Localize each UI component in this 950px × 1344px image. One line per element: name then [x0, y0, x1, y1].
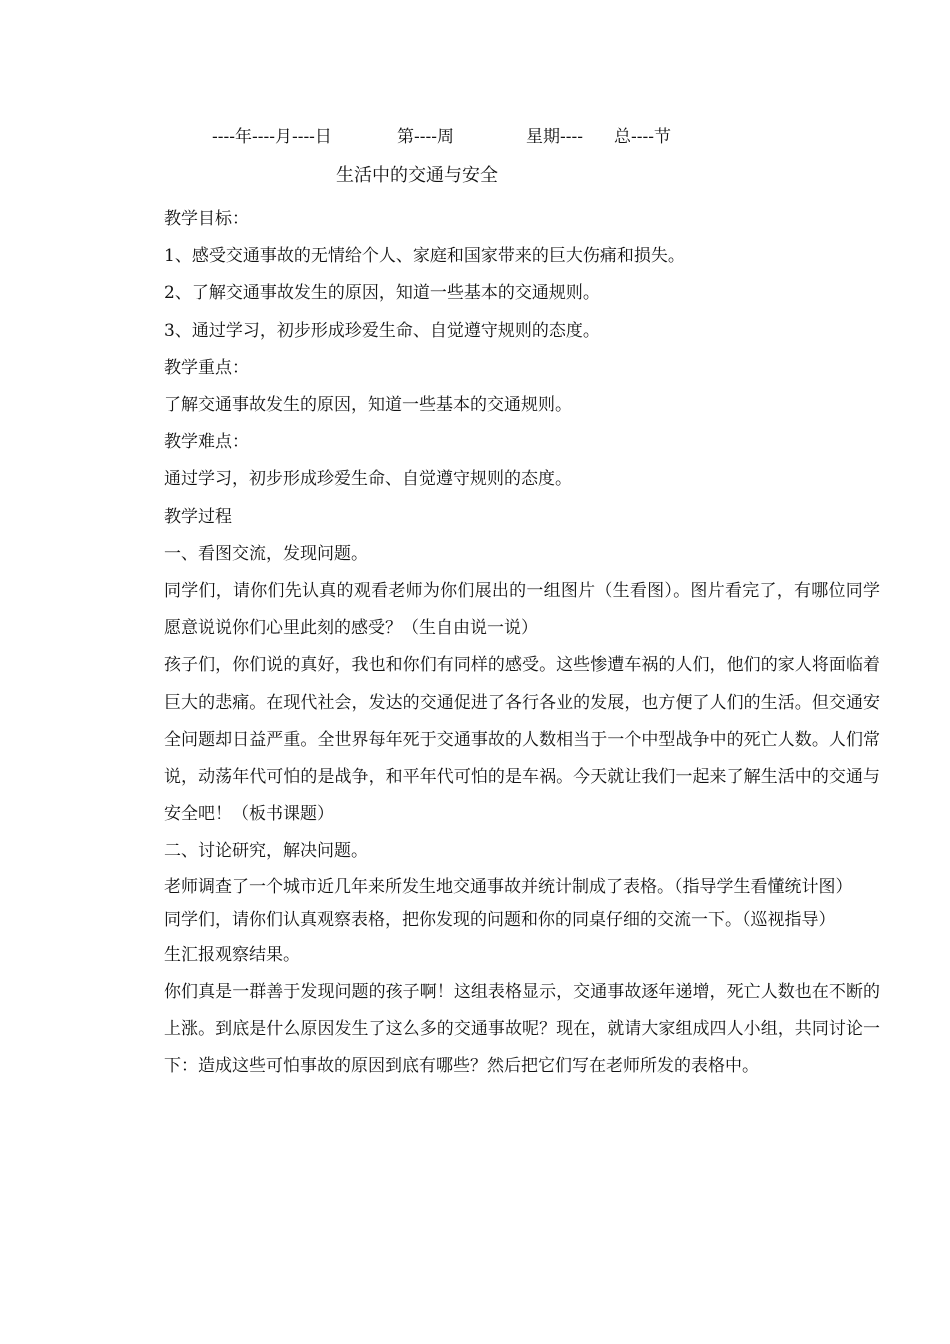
key-points-text: 了解交通事故发生的原因，知道一些基本的交通规则。 [164, 395, 572, 416]
difficulties-heading: 教学难点： [164, 432, 249, 453]
step2-heading: 二、讨论研究，解决问题。 [164, 841, 368, 862]
difficulties-text: 通过学习，初步形成珍爱生命、自觉遵守规则的态度。 [164, 469, 572, 490]
document-body [164, 201, 880, 1085]
key-points-heading: 教学重点： [164, 357, 249, 378]
lesson-header [0, 126, 950, 148]
process-heading: 教学过程 [164, 506, 232, 527]
step1-paragraph-1: 同学们，请你们先认真的观看老师为你们展出的一组图片（生看图）。图片看完了，有哪位同学愿意说说你们心里此刻的感受？（生自由说一说） [164, 581, 880, 639]
objective-item-1: 1、感受交通事故的无情给个人、家庭和国家带来的巨大伤痛和损失。 [164, 246, 685, 267]
header-total: 总----节 [614, 127, 671, 147]
step1-paragraph-2: 孩子们，你们说的真好，我也和你们有同样的感受。这些惨遭车祸的人们，他们的家人将面临着巨大的悲痛。在现代社会，发达的交通促进了各行各业的发展，也方便了人们的生活。但交通安全问题却日益严重。全世界每年死于交通事故的人数相当于一个中型战争中的死亡人数。人们常说，动荡年代可怕的是战争，和平年代可怕的是车祸。今天就让我们一起来了解生活中的交通与安全吧！（板书课题） [164, 655, 880, 825]
objective-item-3: 3、通过学习，初步形成珍爱生命、自觉遵守规则的态度。 [164, 320, 600, 341]
step2-paragraph-4: 你们真是一群善于发现问题的孩子啊！这组表格显示，交通事故逐年递增，死亡人数也在不断的上涨。到底是什么原因发生了这么多的交通事故呢？现在，就请大家组成四人小组，共同讨论一下：造成这些可怕事故的原因到底有哪些？然后把它们写在老师所发的表格中。 [164, 981, 880, 1077]
header-weekday: 星期---- [526, 127, 583, 147]
step2-paragraph-2: 同学们，请你们认真观察表格，把你发现的问题和你的同桌仔细的交流一下。（巡视指导） [164, 909, 836, 930]
header-date: ----年----月----日 [212, 127, 332, 147]
objective-item-2: 2、了解交通事故发生的原因，知道一些基本的交通规则。 [164, 283, 600, 304]
header-week: 第----周 [397, 127, 454, 147]
step2-paragraph-1: 老师调查了一个城市近几年来所发生地交通事故并统计制成了表格。（指导学生看懂统计图） [164, 876, 853, 897]
document-title: 生活中的交通与安全 [336, 165, 498, 186]
step2-paragraph-3: 生汇报观察结果。 [164, 944, 300, 965]
objectives-heading: 教学目标： [164, 209, 249, 229]
step1-heading: 一、看图交流，发现问题。 [164, 543, 368, 564]
